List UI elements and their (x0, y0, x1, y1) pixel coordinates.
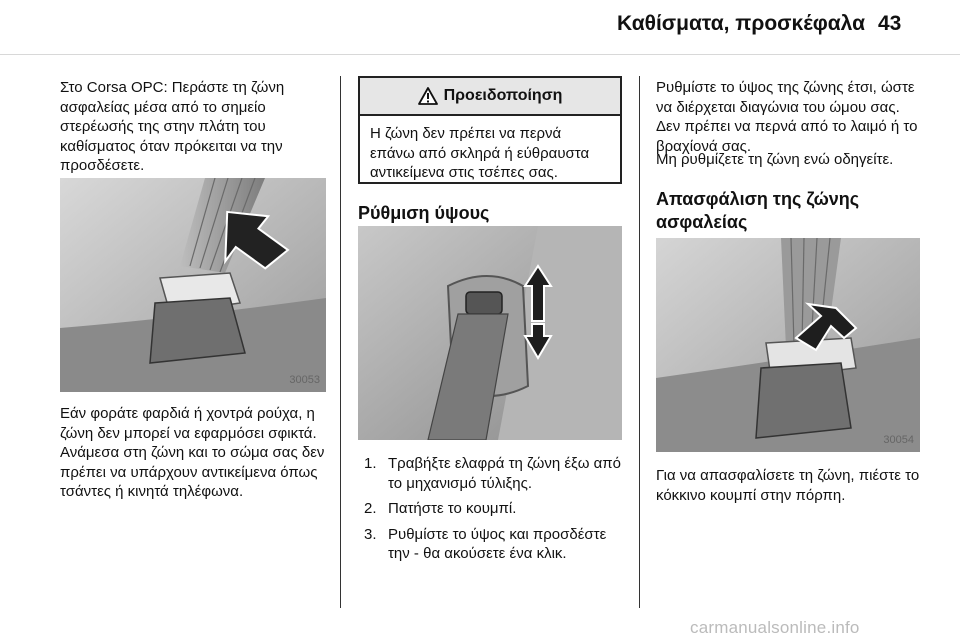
warning-title: Προειδοποίηση (443, 87, 563, 104)
step-text: Ρυθμίστε το ύψος και προσδέστε την - θα ακούσετε ένα κλικ. (388, 525, 607, 562)
warning-text: Η ζώνη δεν πρέπει να περνά επάνω από σκληρά ή εύθραυστα αντικείμενα στις τσέπες σας. (370, 125, 590, 181)
header-rule (0, 54, 960, 55)
step-item (364, 499, 628, 519)
height-adjust-heading: Ρύθμιση ύψους (358, 203, 490, 223)
step-text: Τραβήξτε ελαφρά τη ζώνη έξω από το μηχανισμό τύλιξης. (388, 455, 621, 492)
figure-code: 30053 (289, 374, 320, 386)
step-text: Πατήστε το κουμπί. (388, 500, 517, 517)
warning-header (360, 78, 620, 116)
clothing-note-text: Εάν φοράτε φαρδιά ή χοντρά ρούχα, η ζώνη δεν μπορεί να εφαρμόσει σφικτά. Ανάμεσα στη ζώνη και το σώμα σας δεν πρέπει να υπάρχουν αντικείμενα όπως τσάντες ή κινητά τηλέφωνα. (60, 405, 325, 500)
release-note-text: Για να απασφαλίσετε τη ζώνη, πιέστε το κόκκινο κουμπί στην πόρπη. (656, 467, 920, 504)
height-adjust-steps (364, 454, 628, 570)
driving-note: Μη ρυθμίζετε τη ζώνη ενώ οδηγείτε. (656, 151, 894, 168)
step-item (364, 525, 628, 564)
belt-insertion-illustration (60, 178, 326, 392)
column-divider-left (340, 76, 341, 608)
step-number: 2. (364, 500, 377, 517)
belt-release-heading: Απασφάλιση της ζώνης ασφαλείας (656, 189, 860, 232)
step-item (364, 454, 628, 493)
step-number: 1. (364, 455, 377, 472)
warning-triangle-icon (418, 87, 438, 105)
warning-box (358, 76, 622, 184)
page-number: 43 (878, 12, 902, 35)
step-number: 3. (364, 525, 377, 543)
height-adjuster-illustration (358, 226, 622, 440)
belt-release-illustration (656, 238, 920, 452)
figure-code: 30054 (883, 434, 914, 446)
column-divider-right (639, 76, 640, 608)
opc-intro-text: Στο Corsa OPC: Περάστε τη ζώνη ασφαλείας μέσα από το σημείο στερέωσής της στην πλάτη του καθίσματος όταν πρόκειται να την προσδέσετε. (60, 79, 285, 174)
height-adjust-note: Ρυθμίστε το ύψος της ζώνης έτσι, ώστε να διέρχεται διαγώνια του ώμου σας. Δεν πρέπει να περνά από το λαιμό ή το βραχίονά σας. (656, 79, 918, 155)
page-header-title: Καθίσματα, προσκέφαλα (617, 12, 865, 35)
site-watermark: carmanualsonline.info (690, 618, 860, 637)
